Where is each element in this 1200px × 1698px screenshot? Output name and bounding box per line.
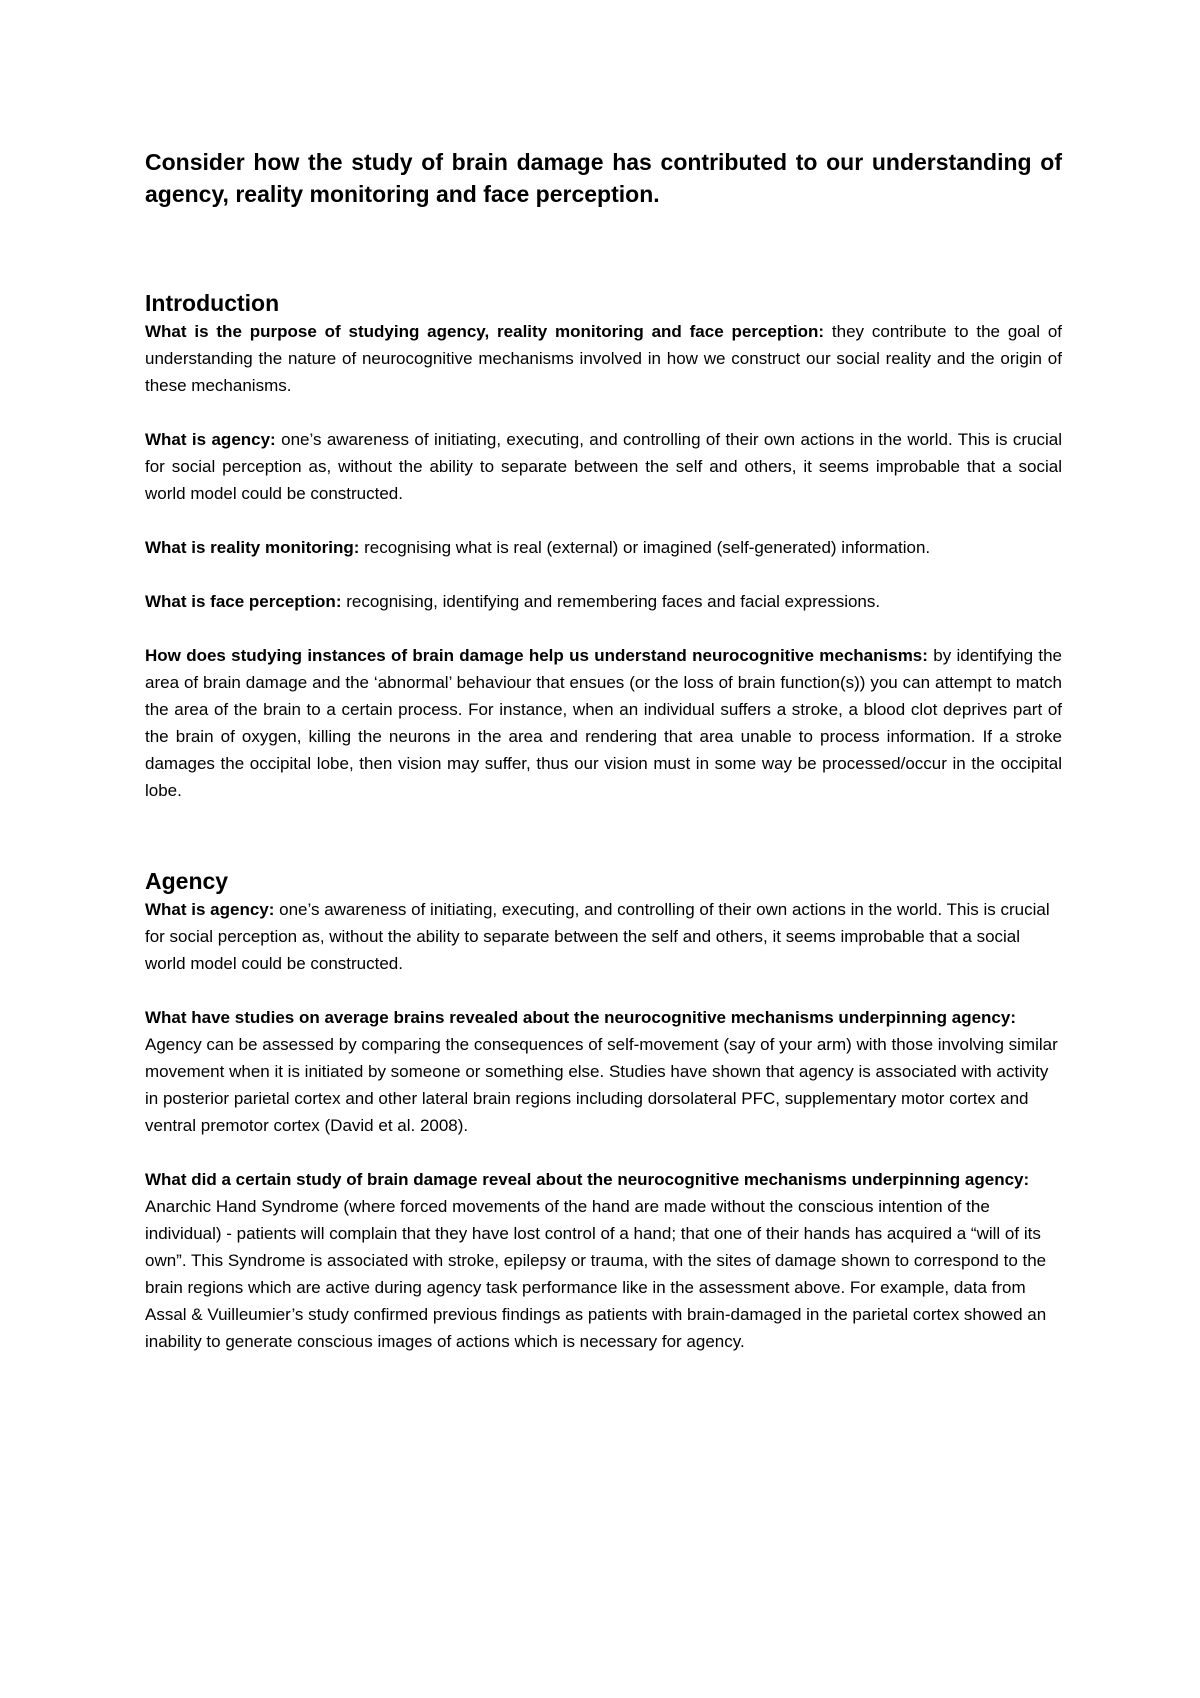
answer-text: Agency can be assessed by comparing the consequences of self-movement (say of your arm) with those involving similar movement when it is initiated by someone or something else. Studies have shown that agency is associated with activity in posterior parietal cortex and other lateral brain regions including dorsolateral PFC, supplementary motor cortex and ventral premotor cortex (David et al. 2008). xyxy=(145,1035,1058,1135)
agency-paragraph-definition xyxy=(145,896,1062,977)
intro-paragraph-reality-monitoring xyxy=(145,534,1062,561)
section-introduction xyxy=(145,288,1062,804)
answer-text: they contribute to the goal of understanding the nature of neurocognitive mechanisms involved in how we construct our social reality and the origin of these mechanisms. xyxy=(145,322,1062,395)
document-page xyxy=(145,146,1062,1355)
question-label: What is face perception: xyxy=(145,592,342,611)
agency-paragraph-brain-damage-study xyxy=(145,1166,1062,1355)
question-label: What is the purpose of studying agency, reality monitoring and face perception: xyxy=(145,322,825,341)
question-label: What have studies on average brains revealed about the neurocognitive mechanisms underpinning agency: xyxy=(145,1008,1016,1027)
intro-paragraph-brain-damage xyxy=(145,642,1062,804)
answer-text: by identifying the area of brain damage and the ‘abnormal’ behaviour that ensues (or the loss of brain function(s)) you can attempt to match the area of the brain to a certain process. For instance, when an individual suffers a stroke, a blood clot deprives part of the brain of oxygen, killing the neurons in the area and rendering that area unable to process information. If a stroke damages the occipital lobe, then vision may suffer, thus our vision must in some way be processed/occur in the occipital lobe. xyxy=(145,646,1063,800)
question-label: What is reality monitoring: xyxy=(145,538,360,557)
answer-text: recognising, identifying and remembering faces and facial expressions. xyxy=(341,592,881,611)
section-heading-introduction: Introduction xyxy=(145,290,280,316)
intro-paragraph-agency xyxy=(145,426,1062,507)
question-label: What is agency: xyxy=(145,430,276,449)
question-label: What is agency: xyxy=(145,900,275,919)
answer-text: recognising what is real (external) or imagined (self-generated) information. xyxy=(359,538,931,557)
agency-paragraph-average-brains xyxy=(145,1004,1062,1139)
document-title: Consider how the study of brain damage has contributed to our understanding of agency, reality monitoring and face perception. xyxy=(145,149,1062,207)
answer-text: Anarchic Hand Syndrome (where forced movements of the hand are made without the conscious intention of the individual) - patients will complain that they have lost control of a hand; that one of their hands has acquired a “will of its own”. This Syndrome is associated with stroke, epilepsy or trauma, with the sites of damage shown to correspond to the brain regions which are active during agency task performance like in the assessment above. For example, data from Assal & Vuilleumier’s study confirmed previous findings as patients with brain-damaged in the parietal cortex showed an inability to generate conscious images of actions which is necessary for agency. xyxy=(145,1197,1047,1351)
section-heading-agency: Agency xyxy=(145,868,229,894)
section-agency xyxy=(145,866,1062,1355)
intro-paragraph-face-perception xyxy=(145,588,1062,615)
question-label: How does studying instances of brain damage help us understand neurocognitive mechanisms: xyxy=(145,646,928,665)
answer-text: one’s awareness of initiating, executing, and controlling of their own actions in the world. This is crucial for social perception as, without the ability to separate between the self and others, it seems improbable that a social world model could be constructed. xyxy=(145,430,1062,503)
question-label: What did a certain study of brain damage reveal about the neurocognitive mechanisms underpinning agency: xyxy=(145,1170,1030,1189)
intro-paragraph-purpose xyxy=(145,318,1062,399)
answer-text: one’s awareness of initiating, executing, and controlling of their own actions in the world. This is crucial for social perception as, without the ability to separate between the self and others, it seems improbable that a social world model could be constructed. xyxy=(145,900,1050,973)
